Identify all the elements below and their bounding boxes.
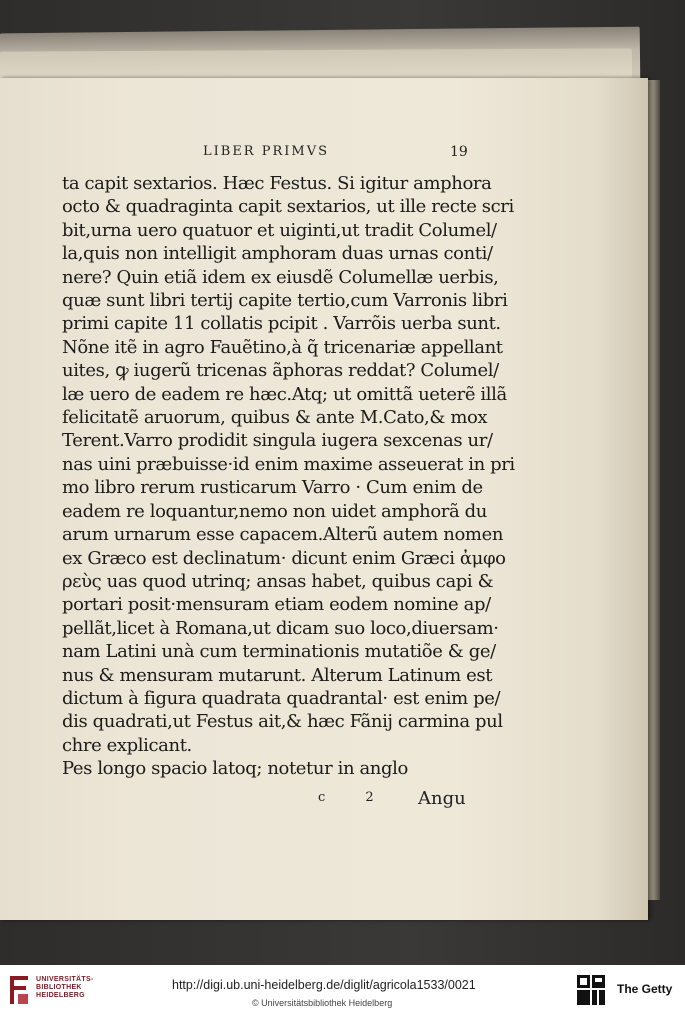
text-line: portari posit·mensuram etiam eodem nomine ap/	[62, 594, 491, 616]
signature-mark: c 2	[318, 790, 392, 805]
text-line: felicitatẽ aruorum, quibus & ante M.Cato,& mox	[62, 407, 488, 429]
page-stack-edge	[0, 48, 632, 81]
text-line: ex Græco est declinatum· dicunt enim Græci ἀμφο	[62, 547, 506, 569]
text-line: mo libro rerum rusticarum Varro · Cum enim de	[62, 477, 483, 499]
page-number: 19	[450, 144, 468, 160]
text-line: nam Latini unà cum terminationis mutatiõe & ge/	[62, 641, 496, 663]
text-line: arum urnarum esse capacem.Alterũ autem nomen	[62, 524, 504, 546]
text-line: nus & mensuram mutarunt. Alterum Latinum est	[62, 664, 493, 686]
text-line: la,quis non intelligit amphoram duas urnas conti/	[62, 243, 493, 265]
text-line: octo & quadraginta capit sextarios, ut ille recte scri	[62, 196, 514, 218]
text-line: ta capit sextarios. Hæc Festus. Si igitur amphora	[62, 173, 492, 194]
running-head: LIBER PRIMVS	[203, 144, 330, 159]
text-line: læ uero de eadem re hæc.Atq; ut omittã ueterẽ illã	[62, 383, 507, 405]
text-line: bit,urna uero quatuor et uiginti,ut tradit Columel/	[62, 219, 497, 241]
text-line: pellãt,licet à Romana,ut dicam suo loco,diuersam·	[62, 617, 499, 639]
partner-name: The Getty	[617, 982, 673, 996]
text-line: Nõne itẽ in agro Fauẽtino,à q̃ tricenariæ appellant	[62, 336, 503, 358]
text-line: quæ sunt libri tertij capite tertio,cum Varronis libri	[62, 290, 508, 312]
catchword: Angu	[418, 788, 466, 809]
text-line: chre explicant.	[62, 734, 192, 756]
permalink-url[interactable]: http://digi.ub.uni-heidelberg.de/diglit/agricola1533/0021	[172, 978, 476, 992]
institution-name-line: UNIVERSITÄTS-	[36, 976, 94, 983]
text-line: dictum à figura quadrata quadrantal· est enim pe/	[62, 687, 501, 709]
text-line: eadem re loquantur,nemo non uidet amphorã du	[62, 500, 487, 522]
copyright-notice: © Universitätsbibliothek Heidelberg	[252, 998, 393, 1008]
text-line: ρεὺς uas quod utrinq; ansas habet, quibus capi &	[62, 570, 494, 592]
body-text	[62, 172, 515, 781]
text-line: dis quadrati,ut Festus ait,& hæc Fãnij carmina pul	[62, 711, 503, 733]
text-line: Terent.Varro prodidit singula iugera sexcenas ur/	[62, 430, 493, 452]
institution-name-line: BIBLIOTHEK	[36, 984, 82, 991]
text-line: nere? Quin etiã idem ex eiusdẽ Columellæ uerbis,	[62, 266, 499, 288]
text-line: uites, ꝙ iugerũ tricenas ãphoras reddat? Columel/	[62, 360, 499, 382]
text-line: nas uini præbuisse·id enim maxime asseuerat in pri	[62, 453, 515, 475]
institution-name-line: HEIDELBERG	[36, 992, 85, 999]
text-line: Pes longo spacio latoq; notetur in anglo	[62, 758, 408, 780]
institution-name	[36, 976, 94, 1000]
viewer-footer	[0, 965, 685, 1015]
university-library-logo-icon	[8, 974, 30, 1006]
text-line: primi capite 11 collatis pcipit . Varrõis uerba sunt.	[62, 313, 501, 335]
getty-logo-icon	[577, 975, 605, 1005]
